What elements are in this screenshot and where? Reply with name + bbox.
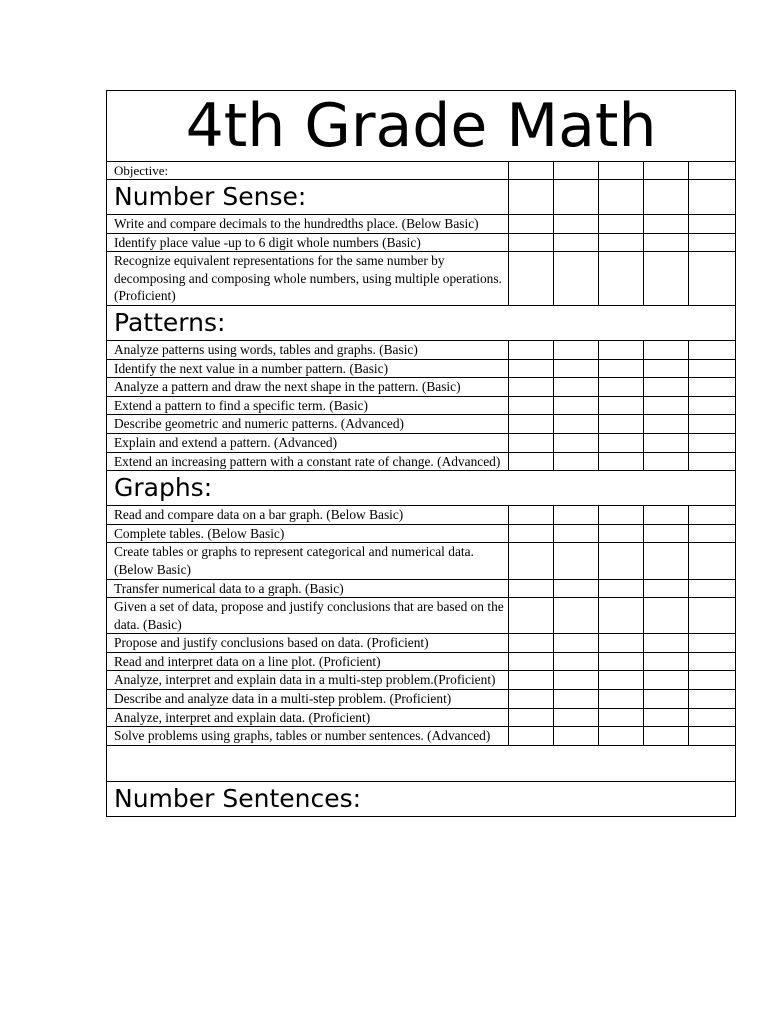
check-cell[interactable] — [509, 162, 554, 180]
check-cell[interactable] — [644, 378, 689, 397]
check-cell[interactable] — [644, 652, 689, 671]
check-cell[interactable] — [644, 690, 689, 709]
check-cell[interactable] — [599, 452, 644, 471]
check-cell[interactable] — [689, 452, 736, 471]
check-cell[interactable] — [509, 452, 554, 471]
check-cell[interactable] — [554, 708, 599, 727]
check-cell[interactable] — [554, 690, 599, 709]
objective-text: Analyze, interpret and explain data in a multi-step problem.(Proficient) — [107, 671, 509, 690]
check-cell[interactable] — [644, 506, 689, 525]
objective-text: Transfer numerical data to a graph. (Basic) — [107, 579, 509, 598]
check-cell[interactable] — [554, 452, 599, 471]
check-cell[interactable] — [509, 340, 554, 359]
check-cell[interactable] — [509, 359, 554, 378]
check-cell[interactable] — [509, 433, 554, 452]
objective-text: Identify the next value in a number pattern. (Basic) — [107, 359, 509, 378]
check-cell[interactable] — [644, 340, 689, 359]
check-cell[interactable] — [644, 252, 689, 306]
check-cell[interactable] — [509, 652, 554, 671]
check-cell[interactable] — [689, 396, 736, 415]
check-cell[interactable] — [554, 634, 599, 653]
check-cell[interactable] — [644, 543, 689, 579]
objective-header-row — [107, 162, 736, 180]
check-cell[interactable] — [554, 598, 599, 634]
check-cell[interactable] — [689, 378, 736, 397]
check-cell[interactable] — [599, 524, 644, 543]
section-header-row — [107, 781, 736, 816]
objective-label: Objective: — [107, 162, 509, 180]
objective-text: Create tables or graphs to represent categorical and numerical data. (Below Basic) — [107, 543, 509, 579]
page-title: 4th Grade Math — [107, 91, 736, 162]
check-cell[interactable] — [599, 634, 644, 653]
check-cell[interactable] — [599, 433, 644, 452]
objective-text: Complete tables. (Below Basic) — [107, 524, 509, 543]
check-cell[interactable] — [599, 671, 644, 690]
objective-row — [107, 524, 736, 543]
check-cell[interactable] — [599, 378, 644, 397]
check-cell[interactable] — [689, 215, 736, 234]
check-cell[interactable] — [599, 359, 644, 378]
check-cell[interactable] — [509, 671, 554, 690]
check-cell[interactable] — [644, 180, 689, 215]
objective-text: Analyze a pattern and draw the next shape in the pattern. (Basic) — [107, 378, 509, 397]
check-cell[interactable] — [599, 252, 644, 306]
section-heading: Graphs: — [107, 471, 736, 506]
check-cell[interactable] — [509, 543, 554, 579]
objective-row — [107, 727, 736, 746]
check-cell[interactable] — [509, 634, 554, 653]
check-cell[interactable] — [644, 415, 689, 434]
objective-row — [107, 378, 736, 397]
check-cell[interactable] — [644, 634, 689, 653]
objective-text: Extend an increasing pattern with a constant rate of change. (Advanced) — [107, 452, 509, 471]
check-cell[interactable] — [644, 579, 689, 598]
section-heading: Patterns: — [107, 305, 736, 340]
check-cell[interactable] — [554, 340, 599, 359]
objective-row — [107, 652, 736, 671]
objective-row — [107, 233, 736, 252]
objective-row — [107, 359, 736, 378]
objective-text: Explain and extend a pattern. (Advanced) — [107, 433, 509, 452]
blank-cell — [107, 745, 736, 781]
check-cell[interactable] — [689, 415, 736, 434]
objective-row — [107, 215, 736, 234]
check-cell[interactable] — [599, 708, 644, 727]
check-cell[interactable] — [644, 162, 689, 180]
objective-text: Describe geometric and numeric patterns. (Advanced) — [107, 415, 509, 434]
check-cell[interactable] — [554, 252, 599, 306]
objective-row — [107, 598, 736, 634]
section-header-row — [107, 180, 736, 215]
check-cell[interactable] — [509, 598, 554, 634]
check-cell[interactable] — [689, 233, 736, 252]
title-row — [107, 91, 736, 162]
check-cell[interactable] — [554, 215, 599, 234]
check-cell[interactable] — [689, 727, 736, 746]
objective-text: Given a set of data, propose and justify conclusions that are based on the data. (Basic) — [107, 598, 509, 634]
check-cell[interactable] — [509, 579, 554, 598]
check-cell[interactable] — [689, 652, 736, 671]
check-cell[interactable] — [599, 652, 644, 671]
check-cell[interactable] — [554, 671, 599, 690]
check-cell[interactable] — [599, 396, 644, 415]
checklist-table — [106, 90, 736, 817]
objective-text: Read and compare data on a bar graph. (Below Basic) — [107, 506, 509, 525]
check-cell[interactable] — [554, 524, 599, 543]
section-heading: Number Sentences: — [107, 781, 736, 816]
check-cell[interactable] — [554, 415, 599, 434]
check-cell[interactable] — [689, 506, 736, 525]
objective-row — [107, 415, 736, 434]
objective-text: Extend a pattern to find a specific term. (Basic) — [107, 396, 509, 415]
check-cell[interactable] — [554, 652, 599, 671]
check-cell[interactable] — [644, 233, 689, 252]
check-cell[interactable] — [599, 233, 644, 252]
check-cell[interactable] — [689, 634, 736, 653]
check-cell[interactable] — [554, 180, 599, 215]
check-cell[interactable] — [599, 215, 644, 234]
objective-row — [107, 690, 736, 709]
check-cell[interactable] — [509, 727, 554, 746]
check-cell[interactable] — [599, 727, 644, 746]
check-cell[interactable] — [689, 252, 736, 306]
objective-text: Write and compare decimals to the hundredths place. (Below Basic) — [107, 215, 509, 234]
objective-row — [107, 433, 736, 452]
objective-row — [107, 396, 736, 415]
check-cell[interactable] — [554, 579, 599, 598]
check-cell[interactable] — [644, 671, 689, 690]
objective-text: Describe and analyze data in a multi-step problem. (Proficient) — [107, 690, 509, 709]
check-cell[interactable] — [689, 180, 736, 215]
check-cell[interactable] — [689, 359, 736, 378]
check-cell[interactable] — [509, 524, 554, 543]
check-cell[interactable] — [644, 598, 689, 634]
check-cell[interactable] — [644, 524, 689, 543]
blank-row — [107, 745, 736, 781]
objective-row — [107, 452, 736, 471]
objective-text: Propose and justify conclusions based on data. (Proficient) — [107, 634, 509, 653]
check-cell[interactable] — [689, 598, 736, 634]
objective-row — [107, 634, 736, 653]
objective-text: Analyze patterns using words, tables and graphs. (Basic) — [107, 340, 509, 359]
objective-row — [107, 671, 736, 690]
check-cell[interactable] — [644, 727, 689, 746]
check-cell[interactable] — [554, 543, 599, 579]
check-cell[interactable] — [599, 598, 644, 634]
check-cell[interactable] — [644, 396, 689, 415]
section-header-row — [107, 471, 736, 506]
check-cell[interactable] — [509, 215, 554, 234]
check-cell[interactable] — [509, 396, 554, 415]
objective-row — [107, 506, 736, 525]
objective-text: Recognize equivalent representations for the same number by decomposing and composing whole numbers, using multiple operations. (Proficient) — [107, 252, 509, 306]
check-cell[interactable] — [644, 359, 689, 378]
check-cell[interactable] — [689, 671, 736, 690]
objective-text: Solve problems using graphs, tables or number sentences. (Advanced) — [107, 727, 509, 746]
check-cell[interactable] — [689, 433, 736, 452]
section-heading: Number Sense: — [107, 180, 509, 215]
objective-row — [107, 708, 736, 727]
objective-row — [107, 340, 736, 359]
check-cell[interactable] — [599, 543, 644, 579]
check-cell[interactable] — [599, 340, 644, 359]
check-cell[interactable] — [599, 506, 644, 525]
check-cell[interactable] — [554, 396, 599, 415]
check-cell[interactable] — [689, 543, 736, 579]
check-cell[interactable] — [644, 708, 689, 727]
check-cell[interactable] — [509, 233, 554, 252]
check-cell[interactable] — [554, 433, 599, 452]
check-cell[interactable] — [509, 506, 554, 525]
check-cell[interactable] — [689, 524, 736, 543]
check-cell[interactable] — [689, 708, 736, 727]
check-cell[interactable] — [689, 340, 736, 359]
check-cell[interactable] — [599, 162, 644, 180]
check-cell[interactable] — [644, 452, 689, 471]
check-cell[interactable] — [599, 690, 644, 709]
check-cell[interactable] — [554, 359, 599, 378]
objective-text: Read and interpret data on a line plot. (Proficient) — [107, 652, 509, 671]
check-cell[interactable] — [644, 433, 689, 452]
check-cell[interactable] — [509, 378, 554, 397]
objective-row — [107, 543, 736, 579]
objective-row — [107, 252, 736, 306]
check-cell[interactable] — [689, 690, 736, 709]
section-header-row — [107, 305, 736, 340]
check-cell[interactable] — [644, 215, 689, 234]
check-cell[interactable] — [554, 162, 599, 180]
check-cell[interactable] — [689, 579, 736, 598]
check-cell[interactable] — [554, 727, 599, 746]
check-cell[interactable] — [554, 233, 599, 252]
check-cell[interactable] — [599, 180, 644, 215]
check-cell[interactable] — [509, 708, 554, 727]
check-cell[interactable] — [599, 415, 644, 434]
check-cell[interactable] — [599, 579, 644, 598]
objective-row — [107, 579, 736, 598]
objective-text: Analyze, interpret and explain data. (Proficient) — [107, 708, 509, 727]
check-cell[interactable] — [509, 180, 554, 215]
check-cell[interactable] — [689, 162, 736, 180]
check-cell[interactable] — [554, 378, 599, 397]
objective-text: Identify place value -up to 6 digit whole numbers (Basic) — [107, 233, 509, 252]
check-cell[interactable] — [509, 690, 554, 709]
check-cell[interactable] — [509, 252, 554, 306]
check-cell[interactable] — [554, 506, 599, 525]
check-cell[interactable] — [509, 415, 554, 434]
